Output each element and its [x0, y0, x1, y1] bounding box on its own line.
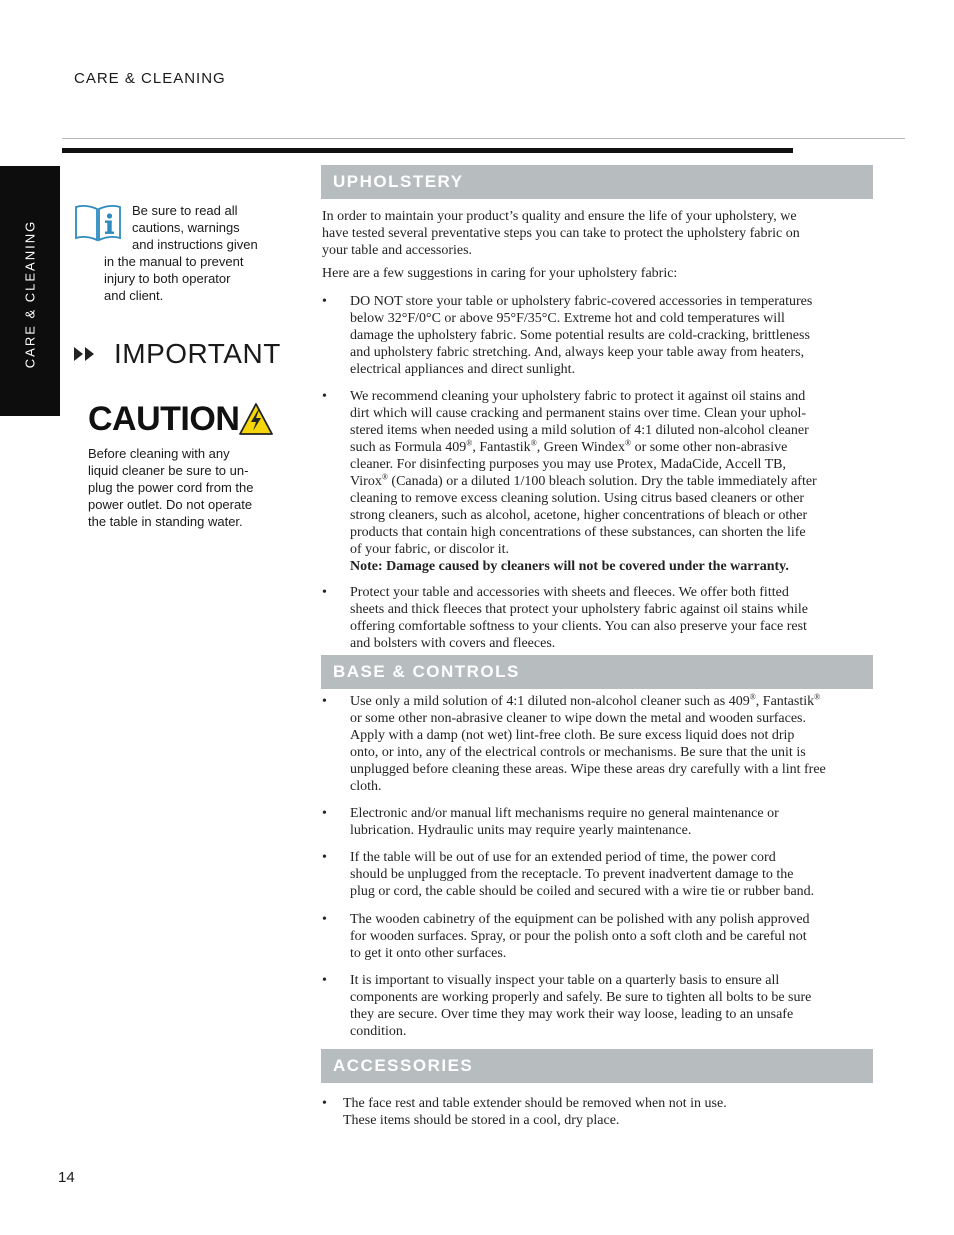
bullet-dot: • [322, 1096, 327, 1111]
section-title: ACCESSORIES [333, 1056, 474, 1075]
side-tab [0, 166, 60, 416]
bullet-dot: • [322, 912, 327, 927]
upholstery-suggestions: Here are a few suggestions in caring for your upholstery fabric: [322, 266, 678, 281]
section-header-accessories [321, 1049, 873, 1083]
note-line: in the manual to prevent [104, 254, 244, 269]
section-title: BASE & CONTROLS [333, 662, 520, 681]
section-header-upholstery [321, 165, 873, 199]
section-title: UPHOLSTERY [333, 172, 464, 191]
side-tab-label: CARE & CLEANING [22, 219, 38, 369]
note-line: cautions, warnings [132, 220, 240, 235]
caution-text [88, 445, 278, 530]
caution-title: CAUTION [88, 400, 240, 438]
bullet-dot: • [322, 585, 327, 600]
note-line: and client. [104, 288, 164, 303]
header-thick-rule [62, 148, 793, 153]
bullet-dot: • [322, 806, 327, 821]
double-arrow-icon [72, 344, 106, 364]
caution-line: plug the power cord from the [88, 480, 254, 495]
note-line: and instructions given [132, 237, 258, 252]
note-line: injury to both operator [104, 271, 231, 286]
safety-note [104, 202, 274, 304]
caution-line: liquid cleaner be sure to un- [88, 463, 249, 478]
page-number: 14 [58, 1169, 75, 1186]
bullet-dot: • [322, 850, 327, 865]
note-line: Be sure to read all [132, 203, 238, 218]
important-label: IMPORTANT [114, 338, 281, 369]
section-header-base-controls [321, 655, 873, 689]
caution-line: the table in standing water. [88, 514, 243, 529]
electrical-warning-icon [238, 402, 274, 436]
caution-line: Before cleaning with any [88, 446, 230, 461]
upholstery-intro: In order to maintain your product’s quality and ensure the life of your upholstery, we have tested several preventative steps you can take to protect the upholstery fabric on your table and accessories. [322, 209, 800, 258]
bullet-dot: • [322, 294, 327, 309]
bullet-dot: • [322, 973, 327, 988]
running-head: CARE & CLEANING [74, 70, 226, 87]
warranty-note: Note: Damage caused by cleaners will not be covered under the warranty. [350, 559, 789, 574]
caution-line: power outlet. Do not operate [88, 497, 253, 512]
bullet-dot: • [322, 389, 327, 404]
header-thin-rule [62, 138, 905, 139]
bullet-dot: • [322, 694, 327, 709]
